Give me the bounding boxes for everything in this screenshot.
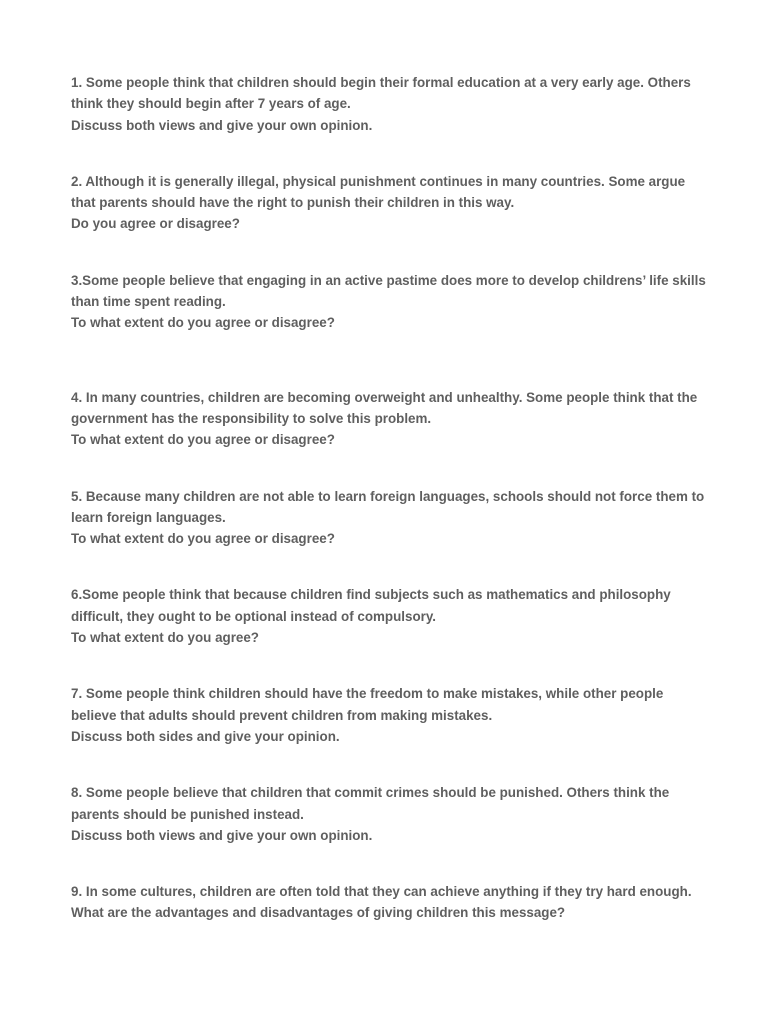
essay-prompt-5 bbox=[71, 486, 711, 550]
prompt-statement: 3.Some people believe that engaging in an active pastime does more to develop childrens’ life skills than time spent reading. bbox=[71, 272, 706, 310]
document-page bbox=[71, 72, 711, 924]
essay-prompt-4 bbox=[71, 387, 711, 451]
essay-prompt-7 bbox=[71, 683, 711, 747]
prompt-question: To what extent do you agree or disagree? bbox=[71, 315, 335, 331]
prompt-question: Do you agree or disagree? bbox=[71, 216, 240, 232]
prompt-statement: 9. In some cultures, children are often told that they can achieve anything if they try hard enough. bbox=[71, 884, 692, 900]
prompt-question: To what extent do you agree or disagree? bbox=[71, 432, 335, 448]
prompt-question: Discuss both views and give your own opinion. bbox=[71, 117, 373, 133]
prompt-question: Discuss both views and give your own opinion. bbox=[71, 827, 373, 843]
essay-prompt-1 bbox=[71, 72, 711, 136]
essay-prompt-9 bbox=[71, 881, 711, 924]
prompt-statement: 2. Although it is generally illegal, physical punishment continues in many countries. Some argue that parents should have the right to punish their children in this way. bbox=[71, 173, 686, 211]
essay-prompt-6 bbox=[71, 584, 711, 648]
prompt-statement: 4. In many countries, children are becoming overweight and unhealthy. Some people think that the government has the responsibility to solve this problem. bbox=[71, 389, 698, 426]
prompt-question: What are the advantages and disadvantages of giving children this message? bbox=[71, 905, 566, 921]
essay-prompt-8 bbox=[71, 782, 711, 846]
prompt-question: To what extent do you agree or disagree? bbox=[71, 531, 335, 547]
essay-prompt-3 bbox=[71, 270, 711, 334]
prompt-question: Discuss both sides and give your opinion. bbox=[71, 728, 340, 744]
prompt-statement: 6.Some people think that because children find subjects such as mathematics and philosophy difficult, they ought to be optional instead of compulsory. bbox=[71, 587, 671, 624]
prompt-statement: 7. Some people think children should have the freedom to make mistakes, while other people believe that adults should prevent children from making mistakes. bbox=[71, 686, 664, 723]
essay-prompt-2 bbox=[71, 171, 711, 235]
prompt-question: To what extent do you agree? bbox=[71, 630, 259, 646]
prompt-statement: 8. Some people believe that children that commit crimes should be punished. Others think the parents should be punished instead. bbox=[71, 785, 670, 822]
prompt-statement: 5. Because many children are not able to learn foreign languages, schools should not force them to learn foreign languages. bbox=[71, 488, 705, 525]
prompt-statement: 1. Some people think that children should begin their formal education at a very early age. Others think they should begin after 7 years of age. bbox=[71, 75, 691, 112]
